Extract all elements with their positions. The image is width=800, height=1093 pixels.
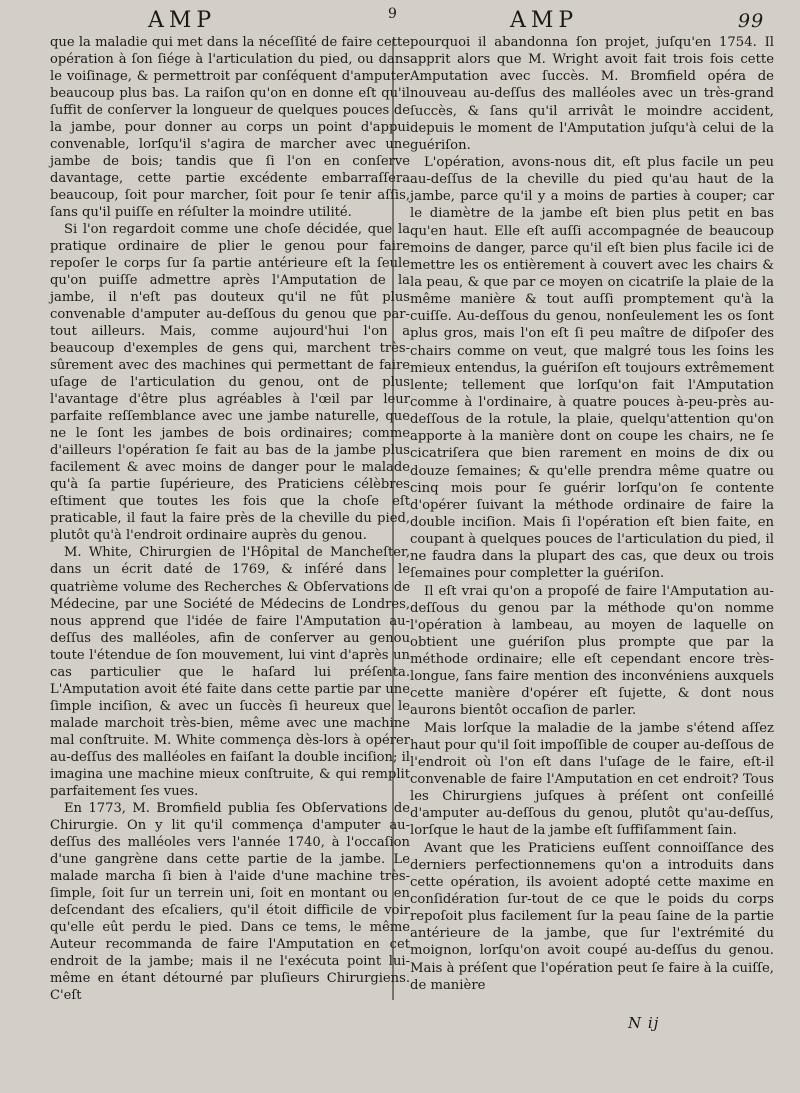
right-paragraph-5: Avant que les Praticiens euſſent connoiſſance des derniers perfectionnemens qu'on a introduits dans cette opération, ils avoient adopté cette maxime en conſidération ſur-tout de ce que le poids du corps repoſoit plus facilement ſur la peau ſaine de la partie antérieure de la jambe, que ſur l'extrémité du moignon, lorſqu'on avoit coupé au-deſſus du genou. Mais à préſent que l'opération peut ſe faire à la cuiſſe, de manière — [410, 840, 774, 993]
running-head-left: AMP — [148, 8, 217, 33]
page-number: 99 — [738, 10, 765, 32]
left-paragraph-1: que la maladie qui met dans la néceſſité de faire cette opération à ſon ſiége à l'articulation du pied, ou dans le voiſinage, & permettroit par conſéquent d'amputer beaucoup plus bas. La raiſon qu'on en donne eſt qu'il ſuffit de conſerver la longueur de quelques pouces de la jambe, pour donner au corps un point d'appui convenable, lorſqu'il s'agira de marcher avec une jambe de bois; tandis que ſi l'on en conſerve davantage, cette partie excédente embarraſſera beaucoup, ſoit pour marcher, ſoit pour ſe tenir aſſis, ſans qu'il puiſſe en réſulter la moindre utilité. — [50, 35, 410, 221]
right-paragraph-3: Il eſt vrai qu'on a propoſé de faire l'Amputation au-deſſous du genou par la méthode qu'on nomme l'opération à lambeau, au moyen de laquelle on obtient une guériſon plus prompte que par la méthode ordinaire; elle eſt cependant encore très-longue, ſans faire mention des inconvéniens auxquels cette manière d'opérer eſt ſujette, & dont nous aurons bientôt occaſion de parler. — [410, 583, 774, 719]
left-paragraph-2: Si l'on regardoit comme une choſe décidée, que la pratique ordinaire de plier le genou pour faire repoſer le corps ſur ſa partie antérieure eſt la ſeule qu'on puiſſe admettre après l'Amputation de la jambe, il n'eſt pas douteux qu'il ne fût plus convenable d'amputer au-deſſous du genou que par-tout ailleurs. Mais, comme aujourd'hui l'on a beaucoup d'exemples de gens qui, marchent très-sûrement avec des machines qui permettant de faire uſage de l'articulation du genou, ont de plus l'avantage d'être plus agréables à l'œil par leur parfaite reſſemblance avec une jambe naturelle, que ne le ſont les jambes de bois ordinaires; comme d'ailleurs l'opération ſe fait au bas de la jambe plus facilement & avec moins de danger pour le malade qu'à ſa partie ſupérieure, des Praticiens célèbres eſtiment que toutes les fois que la choſe eſt praticable, il faut la faire près de la cheville du pied, plutôt qu'à l'endroit ordinaire auprès du genou. — [50, 222, 410, 544]
running-head-right: AMP — [510, 8, 579, 33]
right-paragraph-1: pourquoi il abandonna ſon projet, juſqu'en 1754. Il apprit alors que M. Wright avoit fait trois fois cette Amputation avec ſuccès. M. Bromfield opéra de nouveau au-deſſus des malléoles avec un très-grand ſuccès, & ſans qu'il arrivât le moindre accident, depuis le moment de l'Amputation juſqu'à celui de la guériſon. — [410, 35, 774, 153]
left-column — [50, 34, 410, 1004]
left-paragraph-3: M. White, Chirurgien de l'Hôpital de Mancheſter, dans un écrit daté de 1769, & inſéré dans le quatrième volume des Recherches & Obſervations de Médecine, par une Société de Médecins de Londres, nous apprend que l'idée de faire l'Amputation au-deſſus des malléoles, afin de conſerver au genou toute l'étendue de ſon mouvement, lui vint d'après un cas particulier que le haſard lui préſenta. L'Amputation avoit été faite dans cette partie par une ſimple inciſion, & avec un ſuccès ſi heureux que le malade marchoit très-bien, même avec une machine mal conſtruite. M. White commença dès-lors à opérer au-deſſus des malléoles en faiſant la double inciſion; il imagina une machine mieux conſtruite, & qui remplit parfaitement ſes vues. — [50, 545, 410, 799]
right-paragraph-4: Mais lorſque la maladie de la jambe s'étend aſſez haut pour qu'il ſoit impoſſible de couper au-deſſous de l'endroit où l'on eſt dans l'uſage de le faire, eſt-il convenable de faire l'Amputation en cet endroit? Tous les Chirurgiens juſques à préſent ont conſeillé d'amputer au-deſſous du genou, plutôt qu'au-deſſus, lorſque le haut de la jambe eſt ſuffiſamment ſain. — [410, 720, 774, 839]
signature-mark: N ij — [628, 1014, 660, 1032]
left-paragraph-4: En 1773, M. Bromfield publia ſes Obſervations de Chirurgie. On y lit qu'il commença d'amputer au-deſſus des malléoles vers l'année 1740, à l'occaſion d'une gangrène dans cette partie de la jambe. Le malade marcha ſi bien à l'aide d'une machine très-ſimple, ſoit ſur un terrein uni, ſoit en montant ou en deſcendant des eſcaliers, qu'il étoit difficile de voir qu'elle eût perdu le pied. Dans ce tems, le même Auteur recommanda de faire l'Amputation en cet endroit de la jambe; mais il ne l'exécuta point lui-même en étant détourné par pluſieurs Chirurgiens. C'eſt — [50, 800, 410, 1003]
running-head-mark: 9 — [388, 6, 397, 22]
right-paragraph-2: L'opération, avons-nous dit, eſt plus facile un peu au-deſſus de la cheville du pied qu'au haut de la jambe, parce qu'il y a moins de parties à couper; car le diamètre de la jambe eſt bien plus petit en bas qu'en haut. Elle eſt auſſi accompagnée de beaucoup moins de danger, parce qu'il eſt bien plus facile ici de mettre les os entièrement à couvert avec les chairs & la peau, & que par ce moyen on cicatriſe la plaie de la même manière & tout auſſi promptement qu'à la cuiſſe. Au-deſſous du genou, nonſeulement les os ſont plus gros, mais l'on eſt ſi peu maître de diſpoſer des chairs comme on veut, que malgré tous les ſoins les mieux entendus, la guériſon eſt toujours extrêmement lente; tellement que lorſqu'on fait l'Amputation comme à l'ordinaire, à quatre pouces à-peu-près au-deſſous de la rotule, la plaie, quelqu'attention qu'on apporte à la manière dont on coupe les chairs, ne ſe cicatriſera que bien rarement en moins de dix ou douze ſemaines; & qu'elle prendra même quatre ou cinq mois pour ſe guérir lorſqu'on ſe contente d'opérer ſuivant la méthode ordinaire de faire la double inciſion. Mais ſi l'opération eſt bien faite, en coupant à quelques pouces de l'articulation du pied, il ne faudra dans la plupart des cas, que deux ou trois ſemaines pour completter la guériſon. — [410, 154, 774, 582]
right-column — [410, 34, 774, 994]
